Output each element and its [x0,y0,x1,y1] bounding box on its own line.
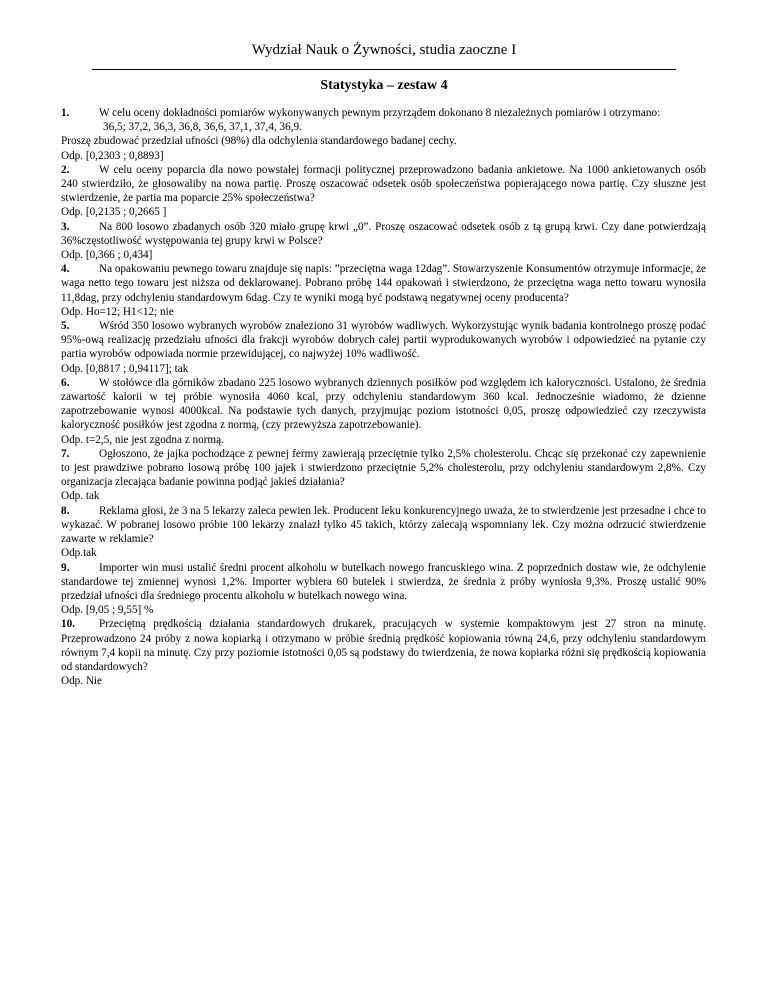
problem-text: Przeciętną prędkością działania standardowych drukarek, pracujących w systemie kompaktowym jest 27 stron na minutę. Przeprowadzono 24 próby z nowa kopiarką i otrzymano w próbie średnią prędkość kopiowania równą 24,6, przy odchyleniu standardowym równym 7,4 kopii na minutę. Czy przy poziomie istotności 0,05 są podstawy do twierdzenia, że nowa kopiarka różni się prędkością kopiowania od standardowych? [61,618,706,673]
problem-text: W celu oceny dokładności pomiarów wykonywanych pewnym przyrządem dokonano 8 niezależnych pomiarów i otrzymano: [99,107,661,119]
problem-number: 8. [61,504,70,517]
problem-answer: Odp. [0,366 ; 0,434] [61,249,153,262]
problem-list [61,106,706,688]
problem-text: Na 800 losowo zbadanych osób 320 miało grupę krwi „0”. Proszę oszacować odsetek osób z tą grupą krwi. Czy dane potwierdzają 36%częstotliwość występowania tej grupy krwi w Polsce? [61,220,706,247]
problem-text-continued: Proszę zbudować przedział ufności (98%) dla odchylenia standardowego badanej cechy. [61,135,457,148]
problem-answer: Odp. [0,2303 ; 0,8893] [61,149,164,162]
problem-3 [61,220,706,263]
problem-number: 6. [61,376,70,389]
problem-answer: Odp.tak [61,547,97,560]
problem-8 [61,504,706,561]
problem-answer: Odp. [0,8817 ; 0,94117]; tak [61,362,189,375]
problem-1 [61,106,706,163]
problem-6 [61,376,706,447]
problem-answer: Odp. [9,05 ; 9,55] % [61,604,154,617]
problem-9 [61,561,706,618]
problem-number: 4. [61,263,70,276]
problem-number: 5. [61,320,70,333]
problem-text: Na opakowaniu pewnego towaru znajduje się napis: ”przeciętna waga 12dag”. Stowarzyszenie Konsumentów otrzymuje informacje, że waga netto tego towaru jest niższa od deklarowanej. Pobrano próbę 144 opakowań i stwierdzono, że przeciętna waga netto towaru wynosiła 11,8dag, przy odchyleniu standardowym 6dag. Czy te wyniki mogą być podstawą negatywnej oceny producenta? [61,263,707,304]
problem-2 [61,163,706,220]
problem-text: Wśród 350 losowo wybranych wyrobów znaleziono 31 wyrobów wadliwych. Wykorzystując wynik badania kontrolnego proszę podać 95%-ową realizację przedziału ufności dla frakcji wyrobów dobrych całej partii wyprodukowanych wyrobów i odpowiedzieć na pytanie czy partia wyrobów odpowiada normie przewidującej, co najwyżej 10% wadliwość. [61,320,706,361]
problem-answer: Odp. t=2,5, nie jest zgodna z normą. [61,433,224,446]
problem-text: W celu oceny poparcia dla nowo powstałej formacji politycznej przeprowadzono badania ankietowe. Na 1000 ankietowanych osób 240 stwierdziło, że głosowaliby na nowa partię. Proszę oszacować odsetek osób społeczeństwa popierającego nowa partię. Czy słuszne jest stwierdzenie, że partia ma poparcie 25% społeczeństwa? [61,163,706,205]
problem-number: 10. [61,618,75,631]
problem-answer: Odp. tak [61,490,100,503]
problem-answer: Odp. [0,2135 ; 0,2665 ] [61,206,167,219]
problem-10 [61,617,706,688]
problem-5 [61,319,706,376]
problem-text: W stołówce dla górników zbadano 225 losowo wybranych dziennych posiłków pod względem ich kaloryczności. Ustalono, że średnia zawartość kalorii w tej próbie wynosiła 4060 kcal, przy odchyleniu standardowym 360 kcal. Jednocześnie wiadomo, że dzienne zapotrzebowanie wynosi 4000kcal. Na podstawie tych danych, przyjmując poziom istotności 0,05, proszę odpowiedzieć czy rzeczywista kaloryczność posiłków jest zgodna z normą, (czy przewyższa zapotrzebowanie). [61,376,706,432]
problem-text: Importer win musi ustalić średni procent alkoholu w butelkach nowego francuskiego wina. Z poprzednich dostaw wie, że odchylenie standardowe tej zmiennej wynosi 1,2%. Importer wybiera 60 butelek i stwierdza, że średnia z próby wyniosła 9,3%. Proszę ustalić 90% przedział ufności dla średniego procentu alkoholu w butelkach nowego wina. [61,561,706,602]
problem-answer: Odp. Ho=12; H1<12; nie [61,305,174,318]
problem-number: 7. [61,447,70,460]
problem-4 [61,262,706,319]
problem-text: Reklama głosi, że 3 na 5 lekarzy zaleca pewien lek. Producent leku konkurencyjnego uważa, że to stwierdzenie jest przesadne i chce to wykazać. W pobranej losowo próbie 100 lekarzy znalazł tylko 45 takich, którzy zalecają wspomniany lek. Czy można odrzucić stwierdzenie zawarte w reklamie? [61,504,706,546]
problem-data: 36,5; 37,2, 36,3, 36,8, 36,6, 37,1, 37,4, 36,9. [103,121,302,134]
problem-text: Ogłoszono, że jajka pochodzące z pewnej fermy zawierają przeciętnie tylko 2,5% cholesterolu. Chcąc się przekonać czy zapewnienie to jest prawdziwe pobrano losową próbę 100 jajek i stwierdzono przeciętnie 5,2% cholesterolu, przy odchyleniu standardowym 2,8%. Czy organizacja zlecająca badanie powinna podjąć jakieś działania? [61,447,706,489]
problem-number: 2. [61,163,70,176]
problem-answer: Odp. Nie [61,675,103,688]
problem-number: 9. [61,561,70,574]
problem-7 [61,447,706,504]
header-rule [92,69,676,70]
page-title: Statystyka – zestaw 4 [320,78,448,93]
page-header: Wydział Nauk o Żywności, studia zaoczne I [251,42,517,58]
problem-number: 1. [61,107,70,119]
problem-number: 3. [61,220,70,233]
